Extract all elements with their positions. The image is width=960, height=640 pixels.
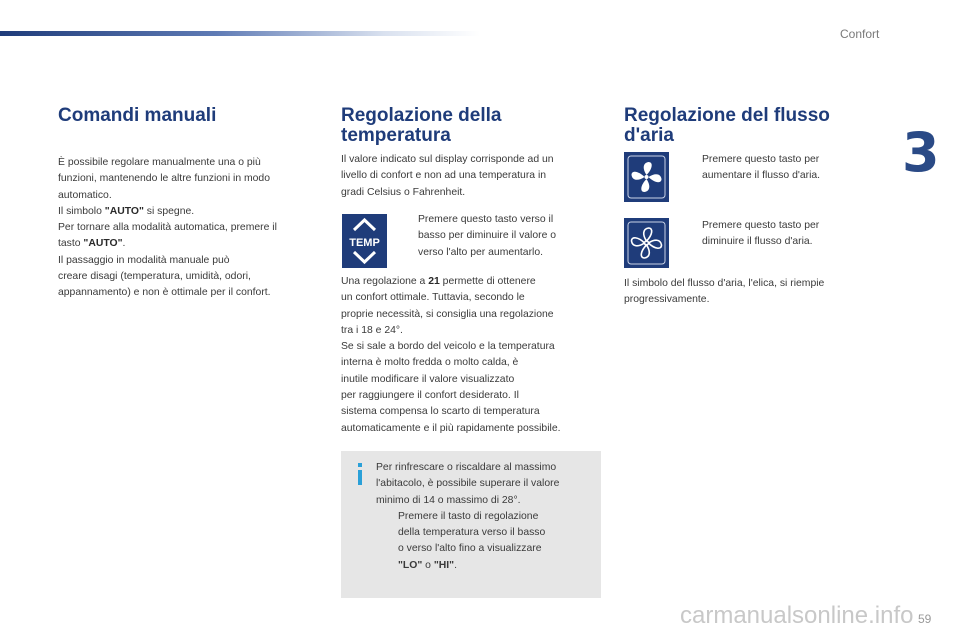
fan-filled-icon	[624, 152, 669, 202]
temperature-body: Una regolazione a 21 permette di ottenere un confort ottimale. Tuttavia, secondo le proprie necessità, si consiglia una regolazione tra i 18 e 24°. Se si sale a bordo del veicolo e la temperatura interna è molto fredda o molto calda, è inutile modificare il valore visualizzato per raggiungere il confort desiderato. Il sistema compensa lo scarto di temperatura automaticamente e il più rapidamente possibile.	[341, 276, 561, 434]
temp-bullet: Premere questo tasto verso il basso per diminuire il valore o verso l'alto per aumentarlo.	[418, 214, 557, 258]
chapter-number: 3	[902, 121, 940, 184]
airflow-increase-bullet: Premere questo tasto per aumentare il flusso d'aria.	[702, 154, 821, 182]
airflow-decrease-bullet: Premere questo tasto per diminuire il flusso d'aria.	[702, 220, 820, 248]
fan-outline-icon	[624, 218, 669, 268]
temperature-title: Regolazione della temperatura	[341, 105, 502, 146]
temperature-intro: Il valore indicato sul display corrisponde ad un livello di confort e non ad una temperatura in gradi Celsius o Fahrenheit.	[341, 154, 554, 198]
section-label: Confort	[840, 27, 880, 41]
manual-controls-text: È possibile regolare manualmente una o più funzioni, mantenendo le altre funzioni in modo automatico. Il simbolo "AUTO" si spegne. Per tornare alla modalità automatica, premere il tasto "AUTO". Il passaggio in modalità manuale può creare disagi (temperatura, umidità, odori, appannamento) e non è ottimale per il confort.	[58, 157, 277, 299]
info-text: Per rinfrescare o riscaldare al massimo l'abitacolo, è possibile superare il valore minimo di 14 o massimo di 28°. Premere il tasto di regolazione della temperatura verso il basso o verso l'alto fino a visualizzare "LO" o "HI".	[376, 462, 560, 571]
airflow-title: Regolazione del flusso d'aria	[624, 105, 830, 146]
temp-button-label: TEMP	[349, 237, 380, 249]
manual-controls-title: Comandi manuali	[58, 105, 217, 126]
temp-up-down-icon	[342, 214, 387, 268]
header-accent-bar	[0, 31, 480, 36]
info-box	[341, 451, 601, 598]
airflow-note: Il simbolo del flusso d'aria, l'elica, si riempie progressivamente.	[624, 278, 825, 306]
page-number: 59	[918, 612, 932, 626]
watermark: carmanualsonline.info	[680, 602, 914, 629]
info-icon	[353, 461, 367, 489]
